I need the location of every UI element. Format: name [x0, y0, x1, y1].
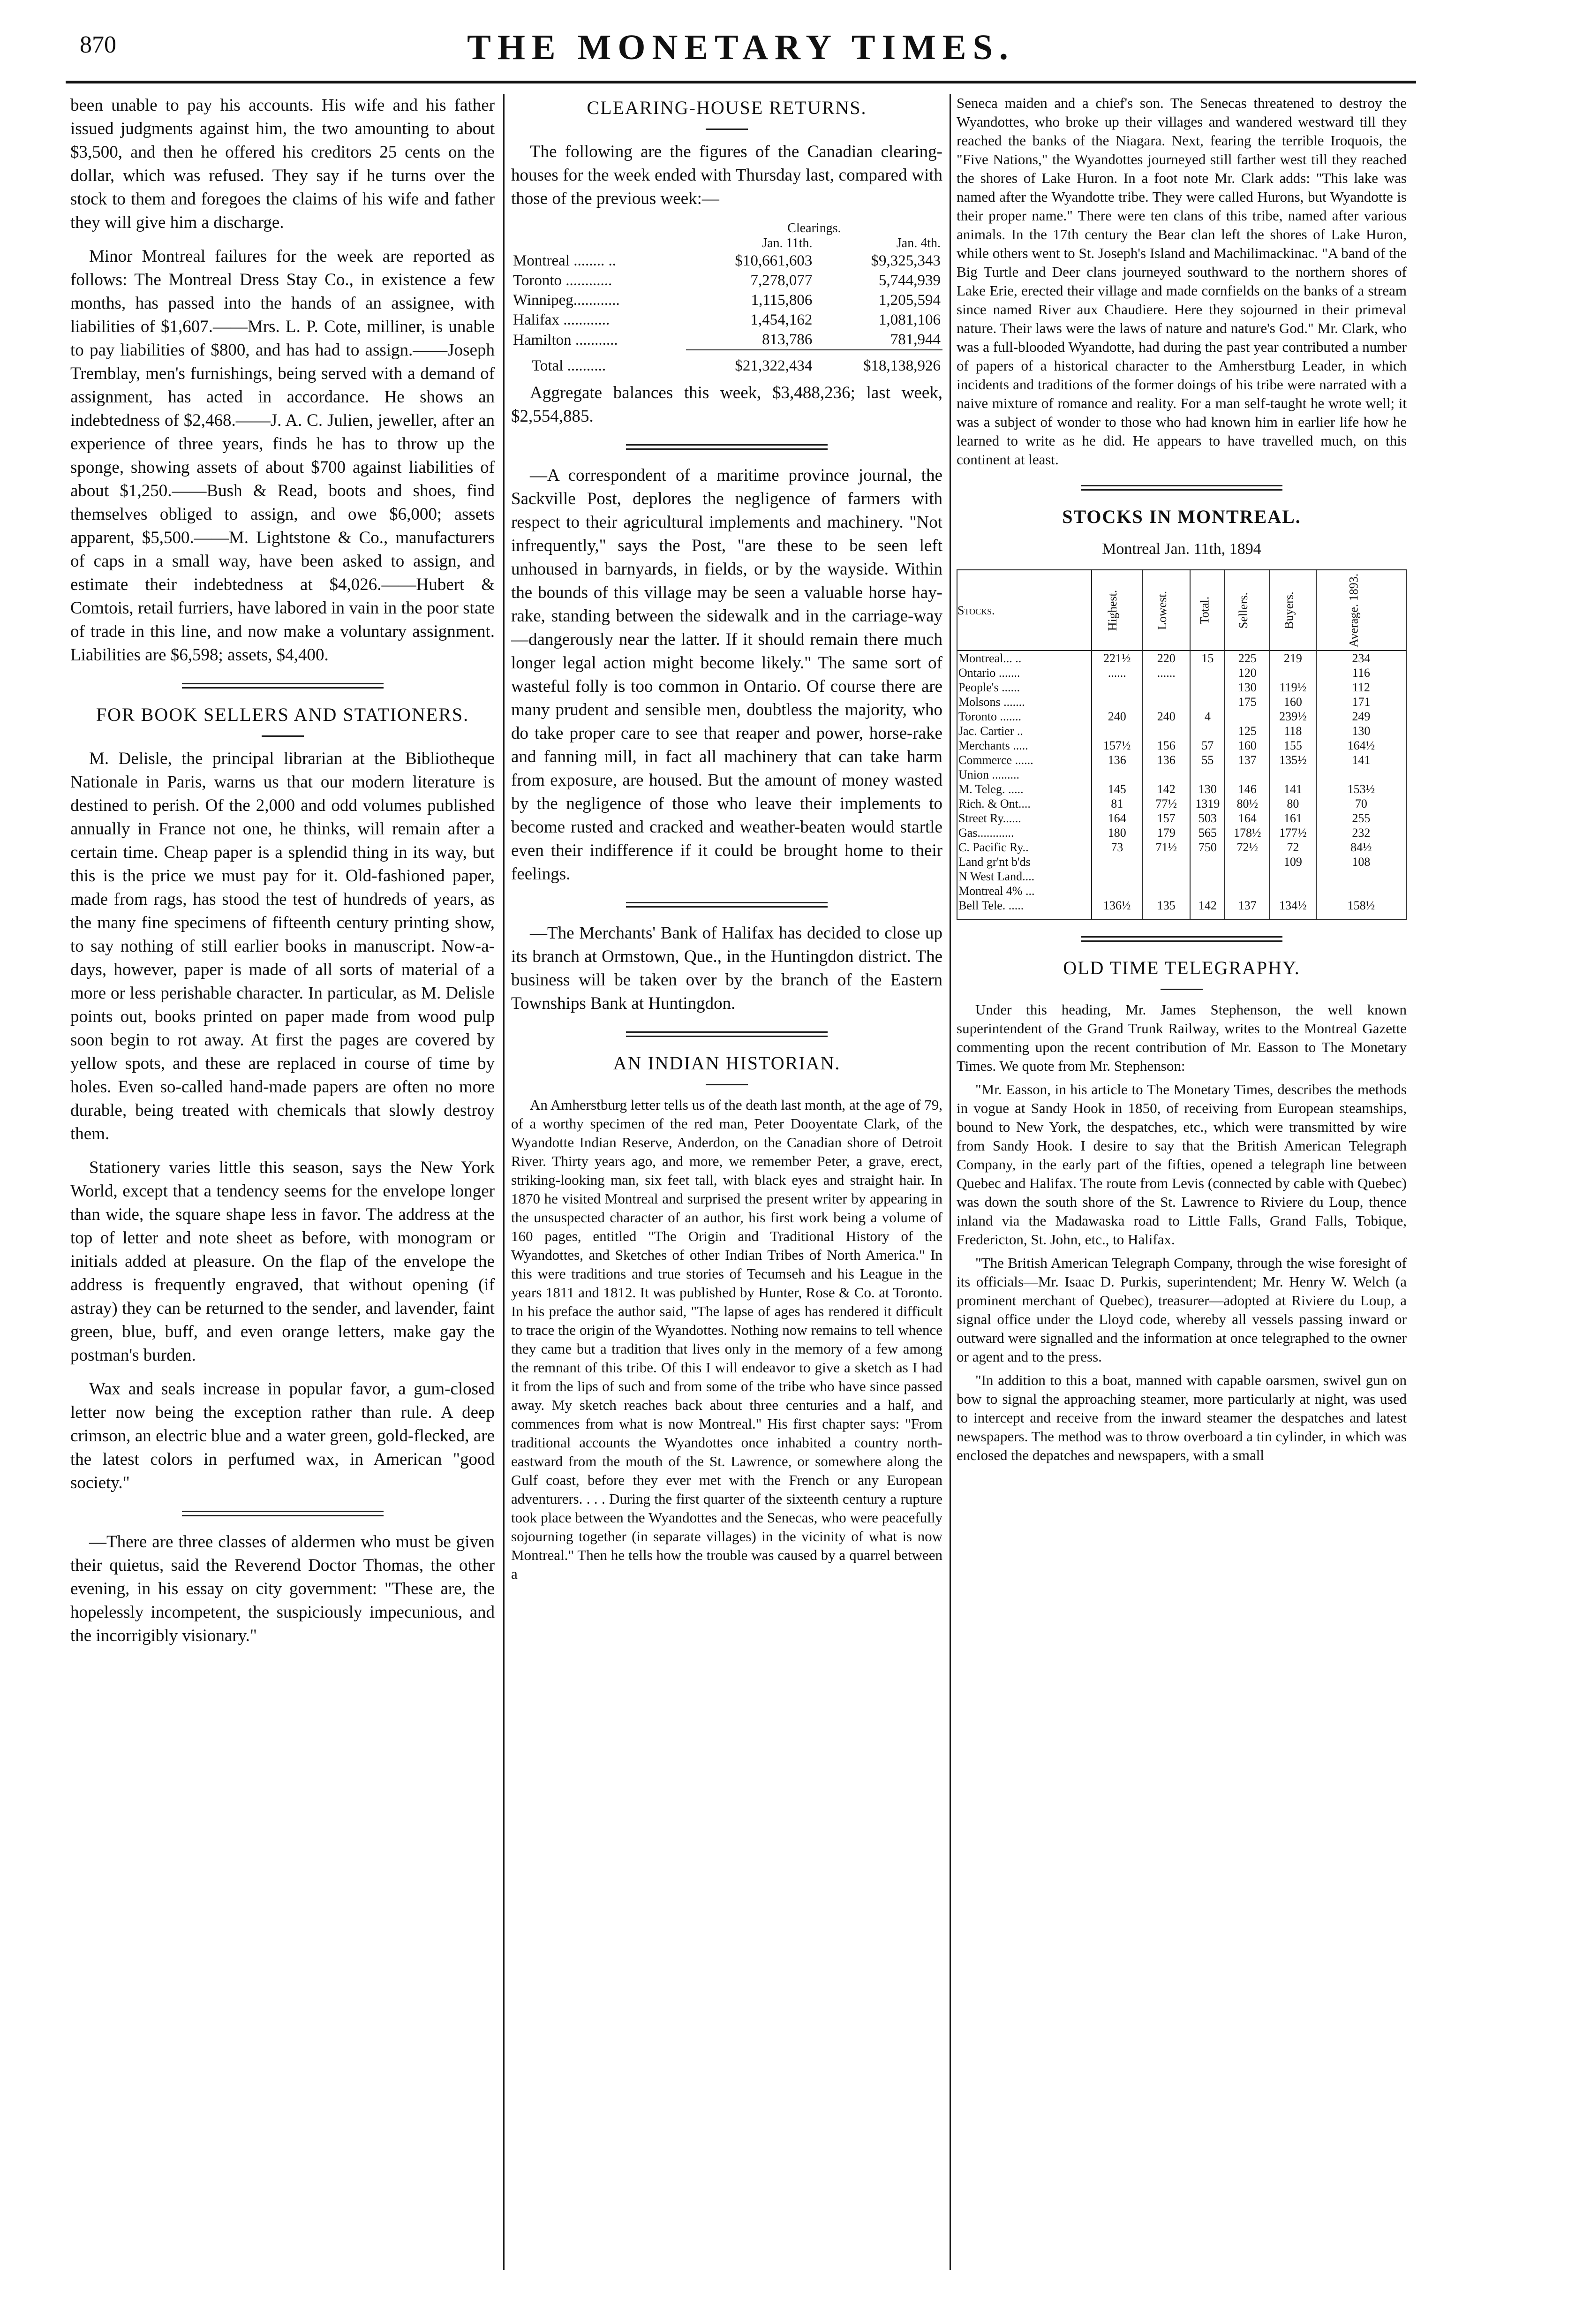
- stock-value: 161: [1270, 811, 1316, 825]
- stock-name: Ontario .......: [957, 666, 1092, 680]
- clearing-house-table: [511, 221, 942, 376]
- clearing-value: 1,205,594: [879, 292, 941, 309]
- stock-value: 177½: [1270, 825, 1316, 840]
- column-right: [957, 94, 1407, 2289]
- stock-value: [1190, 680, 1225, 695]
- stock-value: [1190, 695, 1225, 709]
- stock-value: [1142, 695, 1190, 709]
- stock-value: 118: [1270, 724, 1316, 738]
- stock-value: 55: [1190, 753, 1225, 767]
- stock-name: People's ......: [957, 680, 1092, 695]
- section-separator: [182, 683, 384, 689]
- clearing-value: $10,661,603: [735, 252, 813, 269]
- stock-value: 164: [1225, 811, 1269, 825]
- stock-value: 240: [1142, 709, 1190, 724]
- telegraphy-paragraph: "In addition to this a boat, manned with capable oarsmen, swivel gun on bow to signal the approaching steamer, more particularly at night, was used to intercept and receive from the inward steamer the despatches and latest newspapers. The method was to throw overboard a tin cylinder, in which was enclosed the depatches and newspapers, with a small: [957, 1372, 1407, 1463]
- city-name: Hamilton ...........: [513, 332, 618, 348]
- clearing-value: 5,744,939: [879, 272, 941, 289]
- stock-value: [1092, 767, 1142, 782]
- stock-value: 178½: [1225, 825, 1269, 840]
- stock-name: Merchants .....: [957, 738, 1092, 753]
- book-sellers-heading: FOR BOOK SELLERS AND STATIONERS.: [96, 704, 469, 725]
- stock-value: 72: [1270, 840, 1316, 855]
- stock-value: 4: [1190, 709, 1225, 724]
- total-label: Total ..........: [532, 357, 606, 374]
- stock-name: Montreal 4% ...: [957, 884, 1092, 898]
- stock-value: 72½: [1225, 840, 1269, 855]
- stocks-col-label: Total.: [1198, 596, 1212, 624]
- stock-value: [1092, 680, 1142, 695]
- stock-value: 80: [1270, 796, 1316, 811]
- stock-value: 234: [1316, 651, 1406, 666]
- stocks-row: [957, 796, 1406, 811]
- stocks-row: [957, 825, 1406, 840]
- section-separator: [626, 444, 828, 450]
- stocks-row: [957, 855, 1406, 869]
- indian-historian-heading: AN INDIAN HISTORIAN.: [613, 1052, 841, 1074]
- stock-value: 219: [1270, 651, 1316, 666]
- stocks-col-label: Sellers.: [1236, 592, 1251, 628]
- stocks-table-body: [957, 651, 1406, 920]
- clearings-group-header: Clearings.: [787, 221, 841, 235]
- stocks-row: [957, 695, 1406, 709]
- column-middle: [511, 94, 942, 2289]
- stock-value: [1270, 666, 1316, 680]
- stock-value: 142: [1190, 898, 1225, 920]
- clearing-value: 813,786: [686, 330, 814, 350]
- stock-value: [1225, 767, 1269, 782]
- stock-value: [1092, 855, 1142, 869]
- stock-value: 142: [1142, 782, 1190, 796]
- stock-value: [1142, 855, 1190, 869]
- stock-name: Montreal... ..: [957, 651, 1092, 666]
- failures-continued-paragraph: been unable to pay his accounts. His wife and his father issued judgments against him, the two amounting to about $3,500, and then he offered his creditors 25 cents on the dollar, which was refused. They say if he turns over the stock to them and foregoes the claims of his wife and father they will give him a discharge.: [70, 96, 495, 232]
- stocks-col-header: [1316, 570, 1406, 651]
- telegraphy-paragraph: Under this heading, Mr. James Stephenson, the well known superintendent of the Grand Trunk Railway, writes to the Montreal Gazette commenting upon the recent contribution of Mr. Easson to The Monetary Times. We quote from Mr. Stephenson:: [957, 1001, 1407, 1074]
- stocks-row: [957, 666, 1406, 680]
- stock-value: 239½: [1270, 709, 1316, 724]
- stock-value: 125: [1225, 724, 1269, 738]
- stock-value: [1142, 767, 1190, 782]
- stocks-col-header: [1142, 570, 1190, 651]
- stock-value: [1225, 709, 1269, 724]
- total-value: $18,138,926: [863, 357, 941, 374]
- stock-value: [1270, 869, 1316, 884]
- stock-value: [1316, 869, 1406, 884]
- stock-name: C. Pacific Ry..: [957, 840, 1092, 855]
- stock-value: [1142, 869, 1190, 884]
- merchants-bank-paragraph: —The Merchants' Bank of Halifax has decided to close up its branch at Ormstown, Que., in the Huntingdon district. The business will be taken over by the branch of the Eastern Townships Bank at Huntingdon.: [511, 924, 942, 1013]
- column-divider: [950, 94, 951, 2270]
- stock-name: Union .........: [957, 767, 1092, 782]
- city-name: Toronto ............: [513, 272, 612, 289]
- stocks-row: [957, 738, 1406, 753]
- wax-seals-paragraph: Wax and seals increase in popular favor, a gum-closed letter now being the exception rather than rule. A deep crimson, an electric blue and a water green, gold-flecked, are the latest colors in perfumed wax, in American "good society.": [70, 1379, 495, 1492]
- table-row-total: [511, 350, 942, 376]
- stock-value: 15: [1190, 651, 1225, 666]
- stock-value: 255: [1316, 811, 1406, 825]
- stock-value: 158½: [1316, 898, 1406, 920]
- section-separator: [1081, 936, 1282, 942]
- stock-value: 221½: [1092, 651, 1142, 666]
- telegraphy-paragraph: "The British American Telegraph Company, through the wise foresight of its officials—Mr. Isaac D. Purkis, superintendent; Mr. Henry W. Welch (a prominent merchant of Quebec), treasurer—adopted at Riviere du Loup, a signal office under the Lloyd code, whereby all vessels passing inward or outward were signalled and the information at once telegraphed to the owner or agent and to the press.: [957, 1255, 1407, 1365]
- stock-name: Commerce ......: [957, 753, 1092, 767]
- stocks-col-label: Average. 1893.: [1347, 573, 1361, 647]
- stock-value: [1225, 884, 1269, 898]
- stock-value: 225: [1225, 651, 1269, 666]
- stock-value: 141: [1316, 753, 1406, 767]
- section-separator: [626, 1031, 828, 1037]
- stock-value: 141: [1270, 782, 1316, 796]
- section-separator: [182, 1511, 384, 1516]
- stocks-heading: STOCKS IN MONTREAL.: [1062, 506, 1301, 527]
- stocks-row: [957, 724, 1406, 738]
- stock-value: 180: [1092, 825, 1142, 840]
- clearing-value: 1,454,162: [750, 311, 813, 328]
- stock-value: ......: [1142, 666, 1190, 680]
- stock-value: 135: [1142, 898, 1190, 920]
- stocks-row: [957, 651, 1406, 666]
- stock-value: 73: [1092, 840, 1142, 855]
- column-divider: [503, 94, 505, 2270]
- section-separator: [626, 902, 828, 908]
- stock-value: [1190, 884, 1225, 898]
- clearing-value: $9,325,343: [871, 252, 941, 269]
- stock-value: 136½: [1092, 898, 1142, 920]
- stock-value: [1190, 855, 1225, 869]
- stock-value: [1092, 724, 1142, 738]
- stock-value: 136: [1092, 753, 1142, 767]
- stock-value: [1270, 884, 1316, 898]
- stock-name: Bell Tele. .....: [957, 898, 1092, 920]
- heading-rule: [706, 129, 748, 130]
- stock-value: [1092, 869, 1142, 884]
- table-row: [511, 310, 942, 330]
- stocks-col-header: [1092, 570, 1142, 651]
- stock-value: 81: [1092, 796, 1142, 811]
- stock-name: Gas............: [957, 825, 1092, 840]
- stocks-table: [957, 569, 1407, 920]
- table-row: [511, 290, 942, 310]
- stocks-row: [957, 709, 1406, 724]
- page-title: THE MONETARY TIMES.: [467, 28, 1015, 67]
- stock-value: 155: [1270, 738, 1316, 753]
- page-header: [66, 27, 1416, 79]
- telegraphy-paragraph: "Mr. Easson, in his article to The Monetary Times, describes the methods in vogue at Sandy Hook in 1850, of receiving from European steamships, bound to New York, the despatches, etc., which were transmitted by wire from Sandy Hook. I desire to say that the British American Telegraph Company, in the early part of the fifties, opened a telegraph line between Quebec and Halifax. The route from Levis (connected by cable with Quebec) was down the south shore of the St. Lawrence to Riviere du Loup, thence inland via the Madawaska road to Little Falls, Grand Falls, Tobique, Fredericton, St. John, etc., to Halifax.: [957, 1081, 1407, 1248]
- table-row: [511, 271, 942, 290]
- stock-value: 70: [1316, 796, 1406, 811]
- stocks-row: [957, 767, 1406, 782]
- stock-name: Land gr'nt b'ds: [957, 855, 1092, 869]
- stock-value: 153½: [1316, 782, 1406, 796]
- heading-rule: [262, 735, 304, 737]
- stock-value: 71½: [1142, 840, 1190, 855]
- stock-value: 109: [1270, 855, 1316, 869]
- stock-value: 157½: [1092, 738, 1142, 753]
- telegraphy-body: [957, 1000, 1407, 1465]
- stock-value: 156: [1142, 738, 1190, 753]
- table-row: [511, 251, 942, 271]
- clearings-col-jan4: Jan. 4th.: [896, 236, 941, 250]
- stock-name: Rich. & Ont....: [957, 796, 1092, 811]
- heading-rule: [706, 1084, 748, 1085]
- clearing-value: 1,081,106: [879, 311, 941, 328]
- stock-value: 130: [1316, 724, 1406, 738]
- clearing-house-heading: CLEARING-HOUSE RETURNS.: [587, 97, 867, 118]
- aldermen-paragraph: —There are three classes of aldermen who must be given their quietus, said the Reverend Doctor Thomas, the other evening, in his essay on city government: "These are, the hopelessly incompetent, the suspiciously impecunious, and the incorrigibly visionary.": [70, 1532, 495, 1645]
- stock-value: 84½: [1316, 840, 1406, 855]
- city-name: Halifax ............: [513, 311, 610, 328]
- stocks-row: [957, 898, 1406, 920]
- stock-value: [1142, 884, 1190, 898]
- header-rule: [66, 81, 1416, 83]
- stock-value: 157: [1142, 811, 1190, 825]
- stock-value: 145: [1092, 782, 1142, 796]
- stock-value: 119½: [1270, 680, 1316, 695]
- stationery-paragraph: Stationery varies little this season, says the New York World, except that a tendency seems for the envelope longer than wide, the square shape less in favor. The address at the top of letter and note sheet as before, with monogram or initials added at pleasure. On the flap of the envelope the address is frequently engraved, that without opening (if astray) they can be returned to the sender, and lavender, faint green, blue, buff, and even orange letters, make gay the postman's burden.: [70, 1158, 495, 1365]
- stocks-row: [957, 680, 1406, 695]
- stock-value: [1142, 724, 1190, 738]
- clearing-value: 781,944: [814, 330, 942, 350]
- stock-value: 240: [1092, 709, 1142, 724]
- stock-value: [1316, 767, 1406, 782]
- stocks-col-header: [957, 570, 1092, 651]
- stock-value: 108: [1316, 855, 1406, 869]
- stocks-col-header: [1270, 570, 1316, 651]
- stocks-row: [957, 782, 1406, 796]
- stock-value: [1190, 666, 1225, 680]
- clearing-intro: The following are the figures of the Canadian clearing-houses for the week ended with Thursday last, compared with those of the previous week:—: [511, 142, 942, 208]
- indian-historian-paragraph: An Amherstburg letter tells us of the death last month, at the age of 79, of a worthy specimen of the red man, Peter Dooyentate Clark, of the Wyandotte Indian Reserve, Anderdon, on the Canadian shore of Detroit River. Thirty years ago, and more, we remember Peter, a grave, erect, striking-looking man, six feet tall, with black eyes and straight hair. In 1870 he visited Montreal and surprised the present writer by appearing in the unsuspected character of an author, his first work being a volume of 160 pages, entitled "The Origin and Traditional History of the Wyandottes, and Sketches of other Indian Tribes of North America." In this were traditions and true stories of Tecumseh and his League in the years 1811 and 1812. It was published by Hunter, Rose & Co. at Toronto. In his preface the author said, "The lapse of ages has rendered it difficult to trace the origin of the Wyandottes. Nothing now remains to tell whence they came but a tradition that lives only in the memory of a few among the remnant of this tribe. Of this I will endeavor to give a sketch as I had it from the lips of such and from some of the tribe who have since passed away. My sketch reaches back about three centuries and a half, and commences from what is now Montreal." His first chapter says: "From traditional accounts the Wyandottes once inhabited a country north-eastward from the mouth of the St. Lawrence, or somewhere along the Gulf coast, before they ever met with the French or any European adventurers. . . . During the first quarter of the sixteenth century a rupture took place between the Wyandottes and the Senecas, who were peacefully sojourning together (in separate villages) in the vicinity of what is now Montreal." Then he tells how the trouble was caused by a quarrel between a: [511, 1097, 942, 1582]
- stock-value: [1316, 884, 1406, 898]
- stocks-row: [957, 811, 1406, 825]
- stock-value: 134½: [1270, 898, 1316, 920]
- stocks-row: [957, 840, 1406, 855]
- stock-value: 77½: [1142, 796, 1190, 811]
- column-left: [70, 94, 495, 2289]
- stock-value: 175: [1225, 695, 1269, 709]
- stocks-row: [957, 884, 1406, 898]
- stock-name: Jac. Cartier ..: [957, 724, 1092, 738]
- stock-value: 130: [1225, 680, 1269, 695]
- stocks-col-label: Stocks.: [957, 603, 995, 617]
- stock-value: 136: [1142, 753, 1190, 767]
- stock-name: Molsons .......: [957, 695, 1092, 709]
- heading-rule: [1161, 989, 1203, 990]
- stocks-col-label: Buyers.: [1282, 591, 1296, 629]
- stocks-date: Montreal Jan. 11th, 1894: [1102, 540, 1261, 558]
- clearing-value: 7,278,077: [750, 272, 813, 289]
- stock-value: 112: [1316, 680, 1406, 695]
- stock-value: 160: [1225, 738, 1269, 753]
- stock-value: 116: [1316, 666, 1406, 680]
- stock-value: 565: [1190, 825, 1225, 840]
- seneca-paragraph: Seneca maiden and a chief's son. The Senecas threatened to destroy the Wyandottes, who broke up their villages and wandered westward till they reached the banks of the Niagara. Next, fearing the terrible Iroquois, the "Five Nations," the Wyandottes journeyed still farther west till they reached the shores of Lake Huron. In a foot note Mr. Clark adds: "This lake was named after the Wyandotte tribe. They were called Hurons, but Wyandotte is their proper name." There were ten clans of this tribe, named after various animals. In the 17th century the Bear clan left the shores of Lake Huron, while others went to St. Joseph's Island and Machilimackinac. "A band of the Big Turtle and Deer clans journeyed southward to the northern shores of Lake Erie, erected their village and made cornfields on the banks of a stream since named River aux Chaudiere. Here they sojourned in their primeval nature. Their laws were the laws of nature and nature's God." Mr. Clark, who was a full-blooded Wyandotte, had during the past year contributed a number of papers of a historical character to the Amherstburg Leader, in which incidents and traditions of the former doings of his tribe were narrated with a naive mixture of romance and reality. For a man self-taught he wrote well; it was a subject of wonder to those who had known him in earlier life how he learned to write as he did. He appears to have travelled much, on this continent at least.: [957, 95, 1407, 468]
- indian-historian-body: [511, 1096, 942, 1583]
- stock-value: 164: [1092, 811, 1142, 825]
- stock-value: [1190, 869, 1225, 884]
- telegraphy-heading: OLD TIME TELEGRAPHY.: [1063, 957, 1300, 978]
- stock-value: ......: [1092, 666, 1142, 680]
- stock-value: 135½: [1270, 753, 1316, 767]
- stock-name: N West Land....: [957, 869, 1092, 884]
- city-name: Montreal ........ ..: [513, 252, 616, 269]
- stock-value: 220: [1142, 651, 1190, 666]
- stock-value: 57: [1190, 738, 1225, 753]
- stocks-col-label: Lowest.: [1155, 590, 1169, 630]
- stock-value: [1225, 855, 1269, 869]
- maritime-paragraph: —A correspondent of a maritime province journal, the Sackville Post, deplores the negligence of farmers with respect to their agricultural implements and machinery. "Not infrequently," says the Post, "are these to be seen left unhoused in barnyards, in fields, or by the wayside. Within the bounds of this village may be seen a valuable horse hay-rake, standing between the sidewalk and in the carriage-way—dangerously near the latter. If it should remain there much longer legal action might become likely." The same sort of wasteful folly is too common in Ontario. Of course there are many prudent and sensible men, doubtless the majority, who do take proper care to see that reaper and power, horse-rake and fanning mill, in fact all machinery that can take harm from exposure, are housed. But the amount of money wasted by the negligence of those who leave their implements to become rusted and cracked and weather-beaten would startle even their indifference if it could be brought home to their feelings.: [511, 466, 942, 884]
- clearing-value: 1,115,806: [751, 292, 813, 309]
- stock-name: Toronto .......: [957, 709, 1092, 724]
- table-row: [511, 330, 942, 350]
- clearings-col-jan11: Jan. 11th.: [762, 236, 813, 250]
- stock-value: 750: [1190, 840, 1225, 855]
- stocks-row: [957, 869, 1406, 884]
- montreal-failures-paragraph: Minor Montreal failures for the week are reported as follows: The Montreal Dress Stay Co., in existence a few months, has passed into the hands of an assignee, with liabilities of $1,607.——Mrs. L. P. Cote, milliner, is unable to pay liabilities of $800, and has had to assign.——Joseph Tremblay, men's furnishings, being served with a demand of assignment, has acted in accordance. He shows an indebtedness of $2,468.——J. A. C. Julien, jeweller, after an experience of three years, finds he has to throw up the sponge, showing assets of about $700 against liabilities of about $1,250.——Bush & Read, boots and shoes, find themselves obliged to assign, and owe $6,000; assets apparent, $5,500.——M. Lightstone & Co., manufacturers of caps in a small way, have been asked to assign, and estimate their indebtedness at $4,026.——Hubert & Comtois, retail furriers, have labored in vain in the poor state of trade in this line, and now make a voluntary assignment. Liabilities are $6,598; assets, $4,400.: [70, 247, 495, 665]
- section-separator: [1081, 485, 1282, 491]
- stock-value: 503: [1190, 811, 1225, 825]
- stock-value: 232: [1316, 825, 1406, 840]
- stock-value: 179: [1142, 825, 1190, 840]
- stocks-row: [957, 753, 1406, 767]
- seneca-body: [957, 94, 1407, 469]
- total-value: $21,322,434: [735, 357, 813, 374]
- stock-value: [1270, 767, 1316, 782]
- stock-value: [1142, 680, 1190, 695]
- stock-value: [1092, 884, 1142, 898]
- stock-value: [1225, 869, 1269, 884]
- delisle-paragraph: M. Delisle, the principal librarian at the Bibliotheque Nationale in Paris, warns us that our modern literature is destined to perish. Of the 2,000 and odd volumes published annually in France not one, he thinks, will remain after a certain time. Cheap paper is a splendid thing in its way, but this is the price we must pay for it. Old-fashioned paper, made from rags, has stood the test of hundreds of years, as the many fine specimens of fifteenth century printing show, to say nothing of still earlier books in manuscript. Now-a-days, however, paper is made of all sorts of material of a more or less perishable character. In particular, as M. Delisle points out, books printed on paper made from wood pulp soon begin to rot away. At first the pages are covered by yellow spots, and these are replaced in course of time by holes. Even so-called hand-made papers are often no more durable, being treated with chemicals that slowly destroy them.: [70, 749, 495, 1143]
- stock-value: 171: [1316, 695, 1406, 709]
- stocks-col-label: Highest.: [1106, 590, 1120, 631]
- stock-value: 164½: [1316, 738, 1406, 753]
- stock-value: 1319: [1190, 796, 1225, 811]
- stock-value: 137: [1225, 753, 1269, 767]
- city-name: Winnipeg............: [513, 292, 620, 309]
- stock-value: 160: [1270, 695, 1316, 709]
- stock-value: [1190, 767, 1225, 782]
- stock-value: [1092, 695, 1142, 709]
- stock-value: 80½: [1225, 796, 1269, 811]
- stock-name: Street Ry......: [957, 811, 1092, 825]
- stock-value: 130: [1190, 782, 1225, 796]
- stock-value: 120: [1225, 666, 1269, 680]
- page-number: 870: [80, 31, 116, 58]
- stock-value: 137: [1225, 898, 1269, 920]
- stock-value: 146: [1225, 782, 1269, 796]
- stocks-col-header: [1225, 570, 1269, 651]
- stock-name: M. Teleg. .....: [957, 782, 1092, 796]
- stock-value: [1190, 724, 1225, 738]
- stocks-col-header: [1190, 570, 1225, 651]
- stock-value: 249: [1316, 709, 1406, 724]
- aggregate-balances: Aggregate balances this week, $3,488,236; last week, $2,554,885.: [511, 383, 942, 426]
